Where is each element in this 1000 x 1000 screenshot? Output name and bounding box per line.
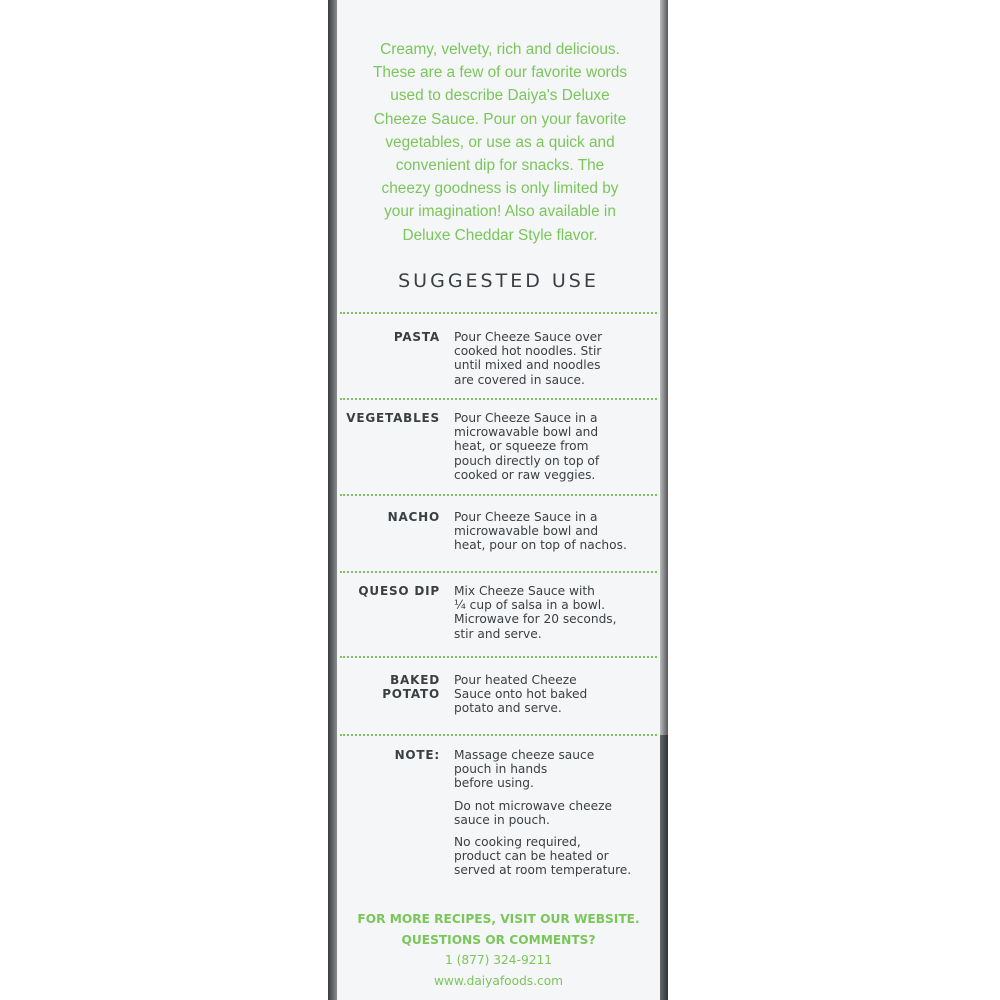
description-line: Creamy, velvety, rich and delicious. (380, 41, 620, 58)
website-url: www.daiyafoods.com (433, 973, 564, 988)
description-line: used to describe Daiya's Deluxe (390, 87, 610, 105)
use-label: VEGETABLES (346, 411, 440, 425)
dotted-divider (340, 571, 657, 573)
description-line: cheezy goodness is only limited by (381, 180, 619, 198)
note-paragraph: Do not microwave cheeze sauce in pouch. (454, 798, 613, 827)
use-instructions: Pour Cheeze Sauce in a microwavable bowl and heat, or squeeze from pouch directly on top of cooked or raw veggies. (454, 411, 600, 482)
use-label: PASTA (393, 330, 440, 344)
description-line: These are a few of our favorite words (372, 64, 628, 82)
use-instructions: Pour heated Cheeze Sauce onto hot baked potato and serve. (454, 673, 588, 716)
questions-callout: QUESTIONS OR COMMENTS? (401, 932, 596, 947)
dotted-divider (340, 312, 657, 314)
note-text (454, 748, 654, 886)
dotted-divider (340, 494, 657, 496)
dotted-divider (340, 398, 657, 400)
use-label: NACHO (387, 510, 440, 524)
description-line: Deluxe Cheddar Style flavor. (402, 226, 598, 244)
description-line: Cheeze Sauce. Pour on your favorite (373, 110, 627, 128)
contact-footer (337, 909, 660, 991)
use-instructions: Pour Cheeze Sauce in a microwavable bowl and heat, pour on top of nachos. (454, 510, 627, 553)
use-label: QUESO DIP (358, 584, 440, 598)
product-description (352, 38, 648, 247)
suggested-use-title: SUGGESTED USE (398, 270, 599, 292)
note-label: NOTE: (394, 748, 440, 762)
note-paragraph: Massage cheeze sauce pouch in hands before using. (454, 748, 595, 791)
dotted-divider (340, 734, 657, 736)
recipes-callout: FOR MORE RECIPES, VISIT OUR WEBSITE. (357, 912, 640, 926)
description-line: convenient dip for snacks. The (395, 157, 605, 175)
note-paragraph: No cooking required, product can be heated or served at room temperature. (454, 835, 632, 878)
use-instructions: Mix Cheeze Sauce with ¼ cup of salsa in a bowl. Microwave for 20 seconds, stir and serve. (454, 584, 617, 641)
description-line: your imagination! Also available in (384, 203, 616, 221)
use-instructions: Pour Cheeze Sauce over cooked hot noodles. Stir until mixed and noodles are covered in sauce. (454, 330, 603, 387)
phone-number: 1 (877) 324-9211 (445, 953, 552, 967)
dotted-divider (340, 656, 657, 658)
box-left-edge (328, 0, 337, 1000)
use-label: BAKED POTATO (382, 673, 440, 701)
description-line: vegetables, or use as a quick and (385, 133, 615, 151)
